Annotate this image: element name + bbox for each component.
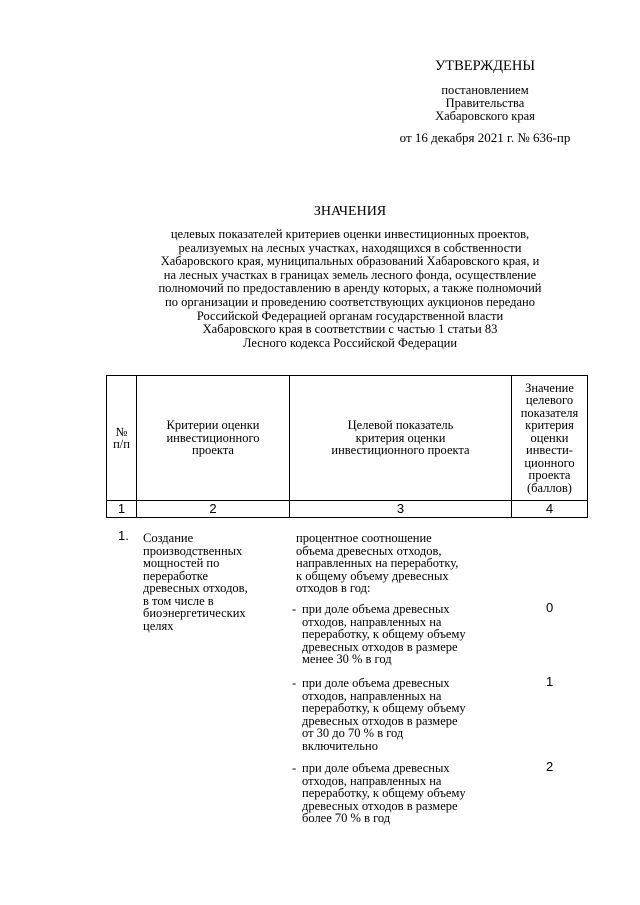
criterion-line: производственных <box>143 543 243 558</box>
header-text: проекта <box>192 443 234 458</box>
criterion-line: переработке <box>143 568 209 583</box>
criterion-line: древесных отходов, <box>143 581 248 595</box>
target-intro-line: процентное соотношение <box>296 531 432 545</box>
header-text: Значение <box>525 380 574 395</box>
approval-line-1: постановлением <box>441 83 529 97</box>
title-line: Лесного кодекса Российской Федерации <box>242 335 458 350</box>
row-criterion <box>143 532 273 632</box>
target-intro-line: направленных на переработку, <box>296 556 459 570</box>
title-line: по организации и проведению соответствующих аукционов передано <box>165 294 535 309</box>
item-line: переработку, к общему объему <box>302 627 466 641</box>
header-text: проекта <box>528 468 571 483</box>
title-line: полномочий по предоставлению в аренду которых, а также полномочий <box>158 281 542 296</box>
header-text: п/п <box>113 437 130 451</box>
column-number: 2 <box>137 501 290 518</box>
target-item-text <box>302 762 507 825</box>
header-text: Критерии оценки <box>166 418 260 433</box>
header-text: критерия оценки <box>355 430 446 445</box>
dash-marker: - <box>292 761 297 775</box>
header-text: инвести- <box>526 443 573 458</box>
item-line: переработку, к общему объему <box>302 786 466 800</box>
target-item <box>292 762 507 825</box>
header-text: ционного <box>524 455 575 470</box>
score-value: 1 <box>546 674 554 689</box>
target-item <box>292 603 507 666</box>
item-line: при доле объема древесных <box>302 602 450 616</box>
approval-date: от 16 декабря 2021 г. № 636-пр <box>399 130 571 145</box>
item-line: отходов, направленных на <box>302 614 442 629</box>
target-intro-line: отходов в год: <box>296 581 371 595</box>
table-column-numbers-row <box>107 501 588 518</box>
criterion-line: мощностей по <box>143 556 220 570</box>
dash-marker: - <box>292 602 297 616</box>
item-line: при доле объема древесных <box>302 761 450 775</box>
item-line: более 70 % в год <box>302 811 391 825</box>
dash-marker: - <box>292 676 297 690</box>
header-text: (баллов) <box>527 480 572 495</box>
criteria-table <box>106 375 588 518</box>
score-value: 0 <box>546 600 554 615</box>
title-line: на лесных участках в границах земель лесного фонда, осуществление <box>163 267 537 282</box>
row-number: 1. <box>118 528 129 543</box>
column-number: 3 <box>290 501 512 518</box>
header-text: № <box>115 424 128 439</box>
column-number: 4 <box>512 501 588 518</box>
approval-heading: УТВЕРЖДЕНЫ <box>434 58 536 74</box>
target-item-text <box>302 603 507 666</box>
item-line: отходов, направленных на <box>302 688 442 703</box>
approval-line-3: Хабаровского края <box>435 109 535 123</box>
target-intro-line: к общему объему древесных <box>296 568 449 583</box>
approval-line-2: Правительства <box>445 96 525 110</box>
header-text: инвестиционного проекта <box>331 443 470 458</box>
item-line: древесных отходов в размере <box>302 639 458 654</box>
header-text: Целевой показатель <box>347 418 454 433</box>
title-line: целевых показателей критериев оценки инвестиционных проектов, <box>170 227 530 241</box>
target-item <box>292 677 507 752</box>
header-text: инвестиционного <box>166 430 260 445</box>
criterion-line: в том числе в <box>143 593 214 608</box>
criterion-line: целях <box>143 618 174 633</box>
title-line: реализуемых на лесных участках, находящихся в собственности <box>178 240 522 255</box>
item-line: переработку, к общему объему <box>302 701 466 715</box>
item-line: включительно <box>302 738 378 753</box>
title-line: Хабаровского края в соответствии с частью 1 статьи 83 <box>202 322 498 337</box>
title-line: Российской Федерацией органам государственной власти <box>196 308 504 323</box>
header-text: оценки <box>530 430 569 445</box>
header-text: критерия <box>525 418 574 433</box>
item-line: древесных отходов в размере <box>302 713 458 728</box>
item-line: при доле объема древесных <box>302 676 450 690</box>
criterion-line: Создание <box>143 531 194 545</box>
target-intro <box>296 532 496 595</box>
title-heading: ЗНАЧЕНИЯ <box>313 204 387 219</box>
header-text: целевого <box>525 393 574 408</box>
approval-block <box>380 58 590 145</box>
target-item-text <box>302 677 507 752</box>
score-value: 2 <box>546 759 554 774</box>
table-header-row <box>107 376 588 501</box>
column-number: 1 <box>107 501 137 518</box>
item-line: от 30 до 70 % в год <box>302 726 404 740</box>
title-body <box>70 228 630 350</box>
header-target-indicator <box>290 376 512 501</box>
header-number <box>107 376 137 501</box>
target-intro-line: объема древесных отходов, <box>296 543 442 558</box>
item-line: менее 30 % в год <box>302 652 392 666</box>
criterion-line: биоэнергетических <box>143 606 246 620</box>
item-line: древесных отходов в размере <box>302 798 458 813</box>
header-score <box>512 376 588 501</box>
header-text: показателя <box>520 405 579 420</box>
title-line: Хабаровского края, муниципальных образований Хабаровского края, и <box>160 254 540 269</box>
item-line: отходов, направленных на <box>302 773 442 788</box>
header-criteria <box>137 376 290 501</box>
